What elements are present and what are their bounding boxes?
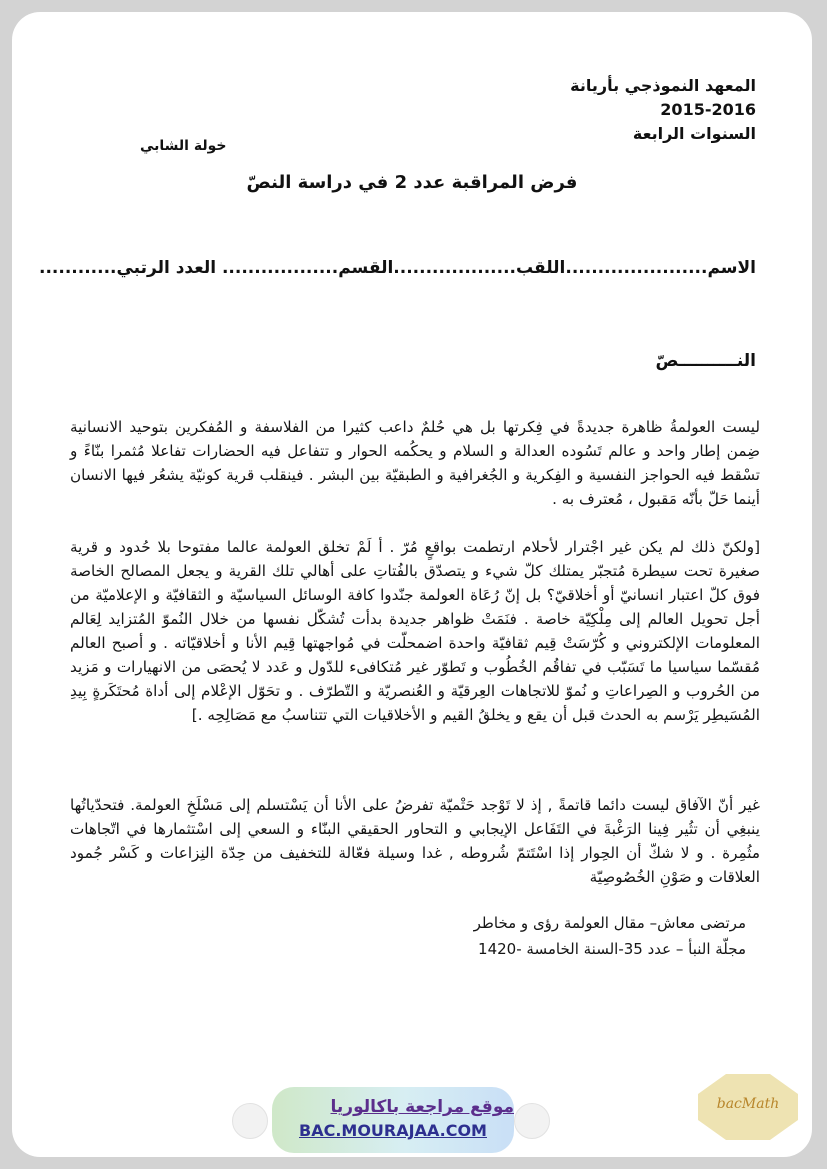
site-logo-left-icon	[232, 1103, 268, 1139]
teacher-name: خولة الشابي	[140, 138, 227, 154]
paragraph-2: [ولكنّ ذلك لم يكن غير اجْترار لأحلام ارتطمت بواقعٍ مُرّ . أ لَمْ تخلق العولمة عالما مفتوحا بلا حُدود و قرية صغيرة تحت سيطرة مُتجبّر يمتلك كلّ شيء و يتصدّق بالفُتاتِ على أهالي تلك القرية و يجعل المصالح الخاصة فوق كلّ اعتبار انسانيّ أو أخلاقيّ؟ بل إنّ رُعَاة العولمة جنّدوا كافة الوسائل السياسيّة و الثقافيّة و الإعلاميّة من أجل تحويل العالم إلى مِلْكِيّة خاصة . فنَمَتْ ظواهر جديدة بدأت تُشكّل نفسها من خلال النُموّ المُتزايد لِعَالم المعلومات الإلكتروني و كُرّسَتْ قِيم ثقافيّة واحدة اضمحلّت في مُواجهتها قِيم الأنا و أخلاقيّاته . و أصبح العالم مُقسّما سياسيا ما تَسَبّب في تفاقُم الخُطُوب و تَطوّر غير مُتكافىء للدّول و عَدد لا يُحصَى من الانهيارات و مَزيد من الحُروب و الصِراعاتِ و نُموّ للاتجاهات العِرقيّة و العُنصريّة و التّطرّف . و تحَوّل الإعْلام إلى أداة مُحتَكَرةٍ بِيدِ المُسَيطِر يَرْسم به الحدث قبل أن يقع و يخلقُ القيم و الأخلاقيات التي تتناسبُ مع مَصَالِحِه .]	[70, 538, 760, 725]
student-id-line: الاسم......................اللقب...................القسم.................. العدد الرتبي............	[38, 258, 756, 278]
school-year: 2015-2016	[660, 100, 756, 119]
exam-title: فرض المراقبة عدد 2 في دراسة النصّ	[246, 172, 578, 193]
bacmath-logo-text: bacMath	[716, 1096, 780, 1112]
class-level: السنوات الرابعة	[632, 124, 756, 143]
page-frame	[12, 12, 812, 1157]
source-journal: مجلّة النبأ – عدد 35-السنة الخامسة -1420	[478, 940, 746, 958]
site-logo-right-icon	[514, 1103, 550, 1139]
bacmath-logo	[696, 1072, 800, 1142]
exam-paper	[30, 44, 794, 1104]
source-author: مرتضى معاش– مقال العولمة رؤى و مخاطر	[473, 914, 746, 932]
paragraph-3: غير أنّ الآفاق ليست دائما قاتمةً , إذ لا تَوْجد حَتْميّة تفرضُ على الأنا أن يَسْتسلم إلى مَسْلَخِ العولمة. فتحدّياتُها ينبغِي أن تثُير فِينا الرَغْبةَ في التَفَاعل الإيجابي و التحاور الحقيقي البنّاء و السعي إلى اسْتثمارها في اتّجاهات مثُمِرة . و لا شكّ أن الحِوار إذا اسْتَتمّ شُروطه , غدا وسيلة فعّالة للتخفيف من حِدّة النِزاعات و كَسْر جُمود العلاقات و صَوْنِ الخُصُوصِيّة	[70, 796, 760, 887]
institution-name: المعهد النموذجي بأريانة	[570, 76, 756, 95]
site-url[interactable]: BAC.MOURAJAA.COM	[299, 1121, 487, 1140]
text-heading: النــــــــــصّ	[655, 351, 756, 371]
site-banner[interactable]	[272, 1087, 514, 1153]
paragraph-1: ليست العولمةُ ظاهرة جديدةً في فِكرتها بل هي حُلمٌ داعب كثيرا من الفلاسفة و المُفكرين بتوحيد الانسانية ضِمن إطار واحد و عالم تَسُوده العدالة و السلام و يحكُمه الحوار و تتفاعل فيه الحضارات تفاعلا مُثمرا بنّاءً و تسْقط فيه الحواجز النفسية و الفِكرية و الجُغرافية و الطبقيّة بين البشر . فينقلب قرية كونيّة يشعُر فيها الانسان أينما حَلّ بأنّه مَقبول ، مُعترف به .	[70, 418, 760, 509]
site-name-arabic[interactable]: موقع مراجعة باكالوريا	[330, 1097, 514, 1117]
